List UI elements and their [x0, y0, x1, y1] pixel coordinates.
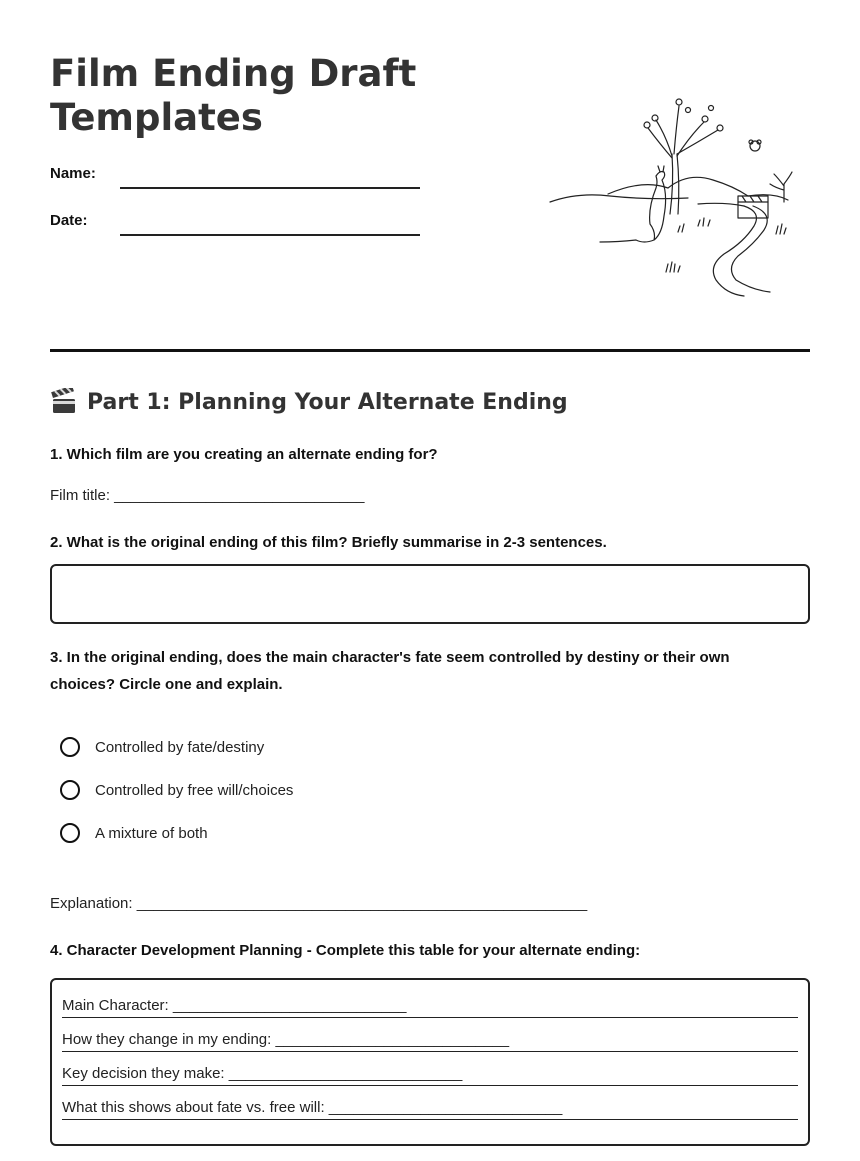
table-row-change[interactable]	[62, 1019, 798, 1052]
name-label: Name:	[50, 165, 96, 182]
worksheet-page	[50, 0, 810, 1161]
section-title-part-1	[50, 388, 568, 416]
river-right-bank	[731, 206, 770, 292]
kangaroo	[600, 172, 666, 243]
question-2: 2. What is the original ending of this film? Briefly summarise in 2-3 sentences.	[50, 534, 607, 551]
radio-circle[interactable]	[60, 737, 80, 757]
option-fate-destiny[interactable]	[60, 737, 460, 757]
film-clapper	[738, 196, 768, 218]
option-free-will[interactable]	[60, 780, 460, 800]
tree-branches	[648, 106, 718, 158]
film-title-field[interactable]: Film title: ______________________________	[50, 487, 365, 504]
option-label: Controlled by free will/choices	[95, 781, 294, 799]
table-row-fate-vs-free-will[interactable]	[62, 1087, 798, 1120]
river-left-bank	[713, 206, 756, 296]
horizon-line	[550, 195, 688, 202]
river-source	[698, 203, 744, 206]
grass	[776, 224, 786, 234]
clapperboard-icon	[50, 388, 78, 416]
grass	[698, 218, 710, 226]
page-title	[50, 52, 470, 140]
original-ending-answer-box[interactable]	[50, 564, 810, 624]
koala	[750, 141, 760, 151]
date-line[interactable]	[120, 234, 420, 236]
radio-circle[interactable]	[60, 780, 80, 800]
tree-blossom	[709, 106, 714, 111]
row-text: What this shows about fate vs. free will: ____________________________	[62, 1099, 563, 1116]
grass	[678, 224, 684, 232]
radio-circle[interactable]	[60, 823, 80, 843]
page-title-line-1: Film Ending Draft	[50, 52, 417, 95]
date-label: Date:	[50, 212, 88, 229]
hills	[608, 177, 748, 196]
page-title-line-2: Templates	[50, 96, 263, 139]
option-mixture[interactable]	[60, 823, 460, 843]
row-text: Key decision they make: ____________________________	[62, 1065, 463, 1082]
table-row-key-decision[interactable]	[62, 1053, 798, 1086]
table-row-main-character[interactable]	[62, 985, 798, 1018]
section-title-text: Part 1: Planning Your Alternate Ending	[87, 389, 568, 415]
explanation-field[interactable]: Explanation: ______________________________________________________	[50, 895, 588, 912]
tree-blossom	[686, 108, 691, 113]
outback-landscape-illustration	[548, 84, 793, 299]
row-text: Main Character: ____________________________	[62, 997, 407, 1014]
option-label: Controlled by fate/destiny	[95, 738, 265, 756]
question-3: 3. In the original ending, does the main character's fate seem controlled by destiny or their own choices? Circle one and explain.	[50, 649, 730, 693]
tree-blossom	[652, 115, 658, 121]
name-line[interactable]	[120, 187, 420, 189]
tree-blossom	[717, 125, 723, 131]
section-divider	[50, 349, 810, 352]
question-1: 1. Which film are you creating an alternate ending for?	[50, 446, 438, 463]
character-development-table	[50, 978, 810, 1146]
tree-blossom	[702, 116, 708, 122]
tree-blossom	[676, 99, 682, 105]
option-label: A mixture of both	[95, 824, 208, 842]
film-clapper-stripes	[738, 196, 768, 202]
question-4: 4. Character Development Planning - Complete this table for your alternate ending:	[50, 942, 641, 959]
tree-blossom	[644, 122, 650, 128]
grass	[666, 262, 680, 272]
row-text: How they change in my ending: ____________________________	[62, 1031, 510, 1048]
